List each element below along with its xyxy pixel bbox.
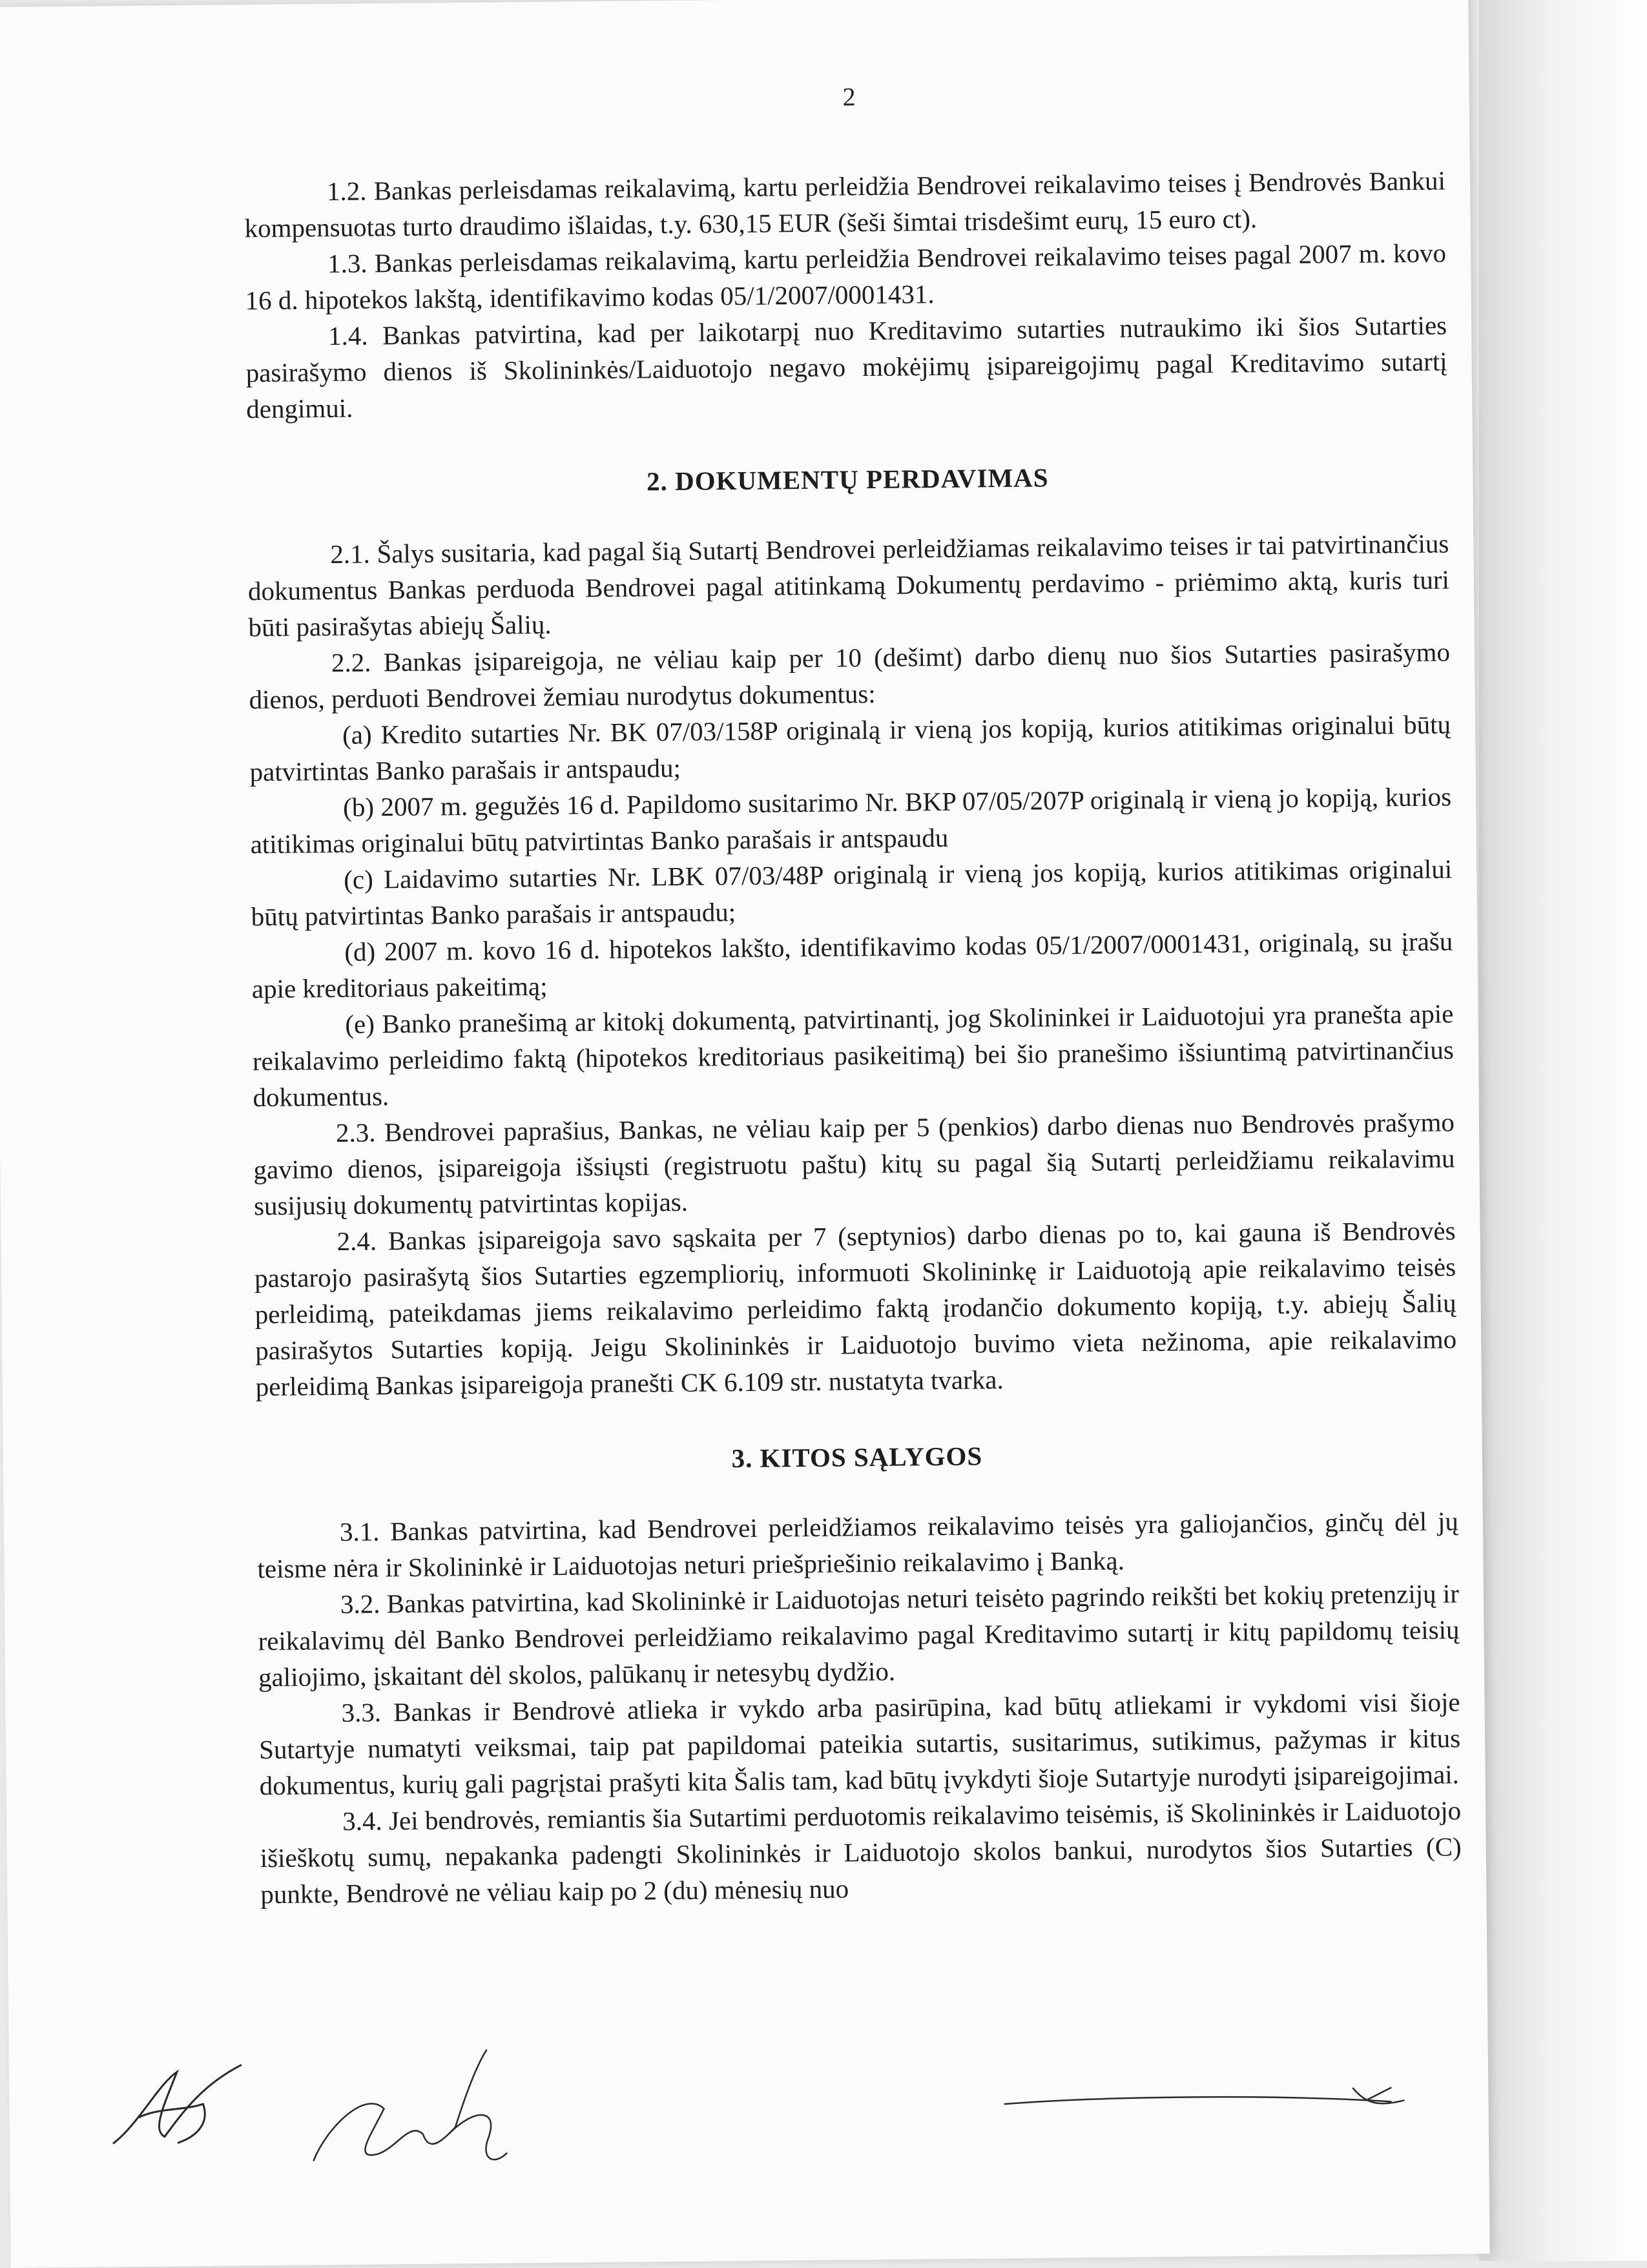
page-number: 2 — [842, 82, 856, 112]
clause-1-4: 1.4. Bankas patvirtina, kad per laikotarpį nuo Kreditavimo sutarties nutraukimo iki šios Sutarties pasirašymo dienos iš Skolininkės/Laiduotojo negavo mokėjimų įsipareigojimų pagal Kreditavimo sutartį dengimui. — [245, 310, 1447, 424]
clause-3-3: 3.3. Bankas ir Bendrovė atlieka ir vykdo arba pasirūpina, kad būtų atliekami ir vykdomi visi šioje Sutartyje numatyti veiksmai, taip pat papildomai pateikia sutartis, susitarimus, sutikimus, pažymas ir kitus dokumentus, kurių gali pagrįstai prašyti kita Šalis tam, kad būtų įvykdyti šioje Sutartyje nurodyti įsipareigojimai. — [258, 1687, 1461, 1801]
clause-2-3: 2.3. Bendrovei paprašius, Bankas, ne vėliau kaip per 5 (penkios) darbo dienas nuo Bendrovės prašymo gavimo dienos, įsipareigoja išsiųsti (registruotu paštu) kitų su pagal šią Sutartį perleidžiamu reikalavimu susijusių dokumentų patvirtintas kopijas. — [253, 1107, 1455, 1221]
clause-2-2-item-c: (c) Laidavimo sutarties Nr. LBK 07/03/48P originalą ir vieną jos kopiją, kurios atitikimas originalui būtų patvirtintas Banko parašais ir antspaudu; — [251, 854, 1453, 932]
document-body — [244, 162, 1462, 1912]
page-edge-background — [1479, 0, 1647, 2261]
clause-2-4: 2.4. Bankas įsipareigoja savo sąskaita per 7 (septynios) darbo dienas po to, kai gauna iš Bendrovės pastarojo pasirašytą šios Sutarties egzempliorių, informuoti Skolininkę ir Laiduotoją apie reikalavimo teisės perleidimą, pateikdamas jiems reikalavimo perleidimo faktą įrodančio dokumento kopiją, t.y. abiejų Šalių pasirašytos Sutarties kopiją. Jeigu Skolininkės ir Laiduotojo buvimo vieta nežinoma, apie reikalavimo perleidimą Bankas įsipareigoja pranešti CK 6.109 str. nustatyta tvarka. — [254, 1215, 1457, 1402]
clause-2-2-item-a: (a) Kredito sutarties Nr. BK 07/03/158P originalą ir vieną jos kopiją, kurios atitikimas originalui būtų patvirtintas Banko parašais ir antspaudu; — [249, 709, 1451, 787]
signature-2 — [293, 2030, 526, 2200]
signatures-area — [99, 2034, 1393, 2214]
clause-1-2: 1.2. Bankas perleisdamas reikalavimą, kartu perleidžia Bendrovei reikalavimo teises į Bendrovės Bankui kompensuotas turto draudimo išlaidas, t.y. 630,15 EUR (šeši šimtai trisdešimt eurų, 15 euro ct). — [244, 165, 1446, 243]
signature-3 — [1004, 2074, 1418, 2130]
signature-1 — [99, 2045, 269, 2176]
clause-3-1: 3.1. Bankas patvirtina, kad Bendrovei perleidžiamos reikalavimo teisės yra galiojančios, ginčų dėl jų teisme nėra ir Skolininkė ir Laiduotojas neturi priešpriešinio reikalavimo į Banką. — [257, 1506, 1459, 1584]
section-2-heading: 2. DOKUMENTŲ PERDAVIMAS — [646, 462, 1049, 497]
clause-3-2: 3.2. Bankas patvirtina, kad Skolininkė ir Laiduotojas neturi teisėto pagrindo reikšti bet kokių pretenzijų ir reikalavimų dėl Banko Bendrovei perleidžiamo reikalavimo pagal Kreditavimo sutartį ir kitų papildomų teisių galiojimo, įskaitant dėl skolos, palūkanų ir netesybų dydžio. — [258, 1578, 1460, 1693]
clause-2-2-item-b: (b) 2007 m. gegužės 16 d. Papildomo susitarimo Nr. BKP 07/05/207P originalą ir vieną jo kopiją, kurios atitikimas originalui būtų patvirtintas Banko parašais ir antspaudu — [250, 781, 1452, 860]
clause-2-2-item-e: (e) Banko pranešimą ar kitokį dokumentą, patvirtinantį, jog Skolininkei ir Laiduotojui yra pranešta apie reikalavimo perleidimo faktą (hipotekos kreditoriaus pasikeitimą) bei šio pranešimo išsiuntimą patvirtinančius dokumentus. — [252, 998, 1455, 1113]
section-3-heading: 3. KITOS SĄLYGOS — [731, 1441, 983, 1474]
clause-2-2-item-d: (d) 2007 m. kovo 16 d. hipotekos lakšto, identifikavimo kodas 05/1/2007/0001431, originalą, su įrašu apie kreditoriaus pakeitimą; — [251, 926, 1453, 1004]
clause-2-1: 2.1. Šalys susitaria, kad pagal šią Sutartį Bendrovei perleidžiamas reikalavimo teises ir tai patvirtinančius dokumentus Bankas perduoda Bendrovei pagal atitinkamą Dokumentų perdavimo - priėmimo aktą, kuris turi būti pasirašytas abiejų Šalių. — [247, 528, 1450, 643]
clause-2-2: 2.2. Bankas įsipareigoja, ne vėliau kaip per 10 (dešimt) darbo dienų nuo šios Sutarties pasirašymo dienos, perduoti Bendrovei žemiau nurodytus dokumentus: — [249, 637, 1451, 715]
clause-1-3: 1.3. Bankas perleisdamas reikalavimą, kartu perleidžia Bendrovei reikalavimo teises pagal 2007 m. kovo 16 d. hipotekos lakštą, identifikavimo kodas 05/1/2007/0001431. — [245, 238, 1447, 316]
clause-3-4: 3.4. Jei bendrovės, remiantis šia Sutartimi perduotomis reikalavimo teisėmis, iš Skolininkės ir Laiduotojo išieškotų sumų, nepakanka padengti Skolininkės ir Laiduotojo skolos bankui, nurodytos šios Sutarties (C) punkte, Bendrovė ne vėliau kaip po 2 (du) mėnesių nuo — [260, 1795, 1462, 1910]
